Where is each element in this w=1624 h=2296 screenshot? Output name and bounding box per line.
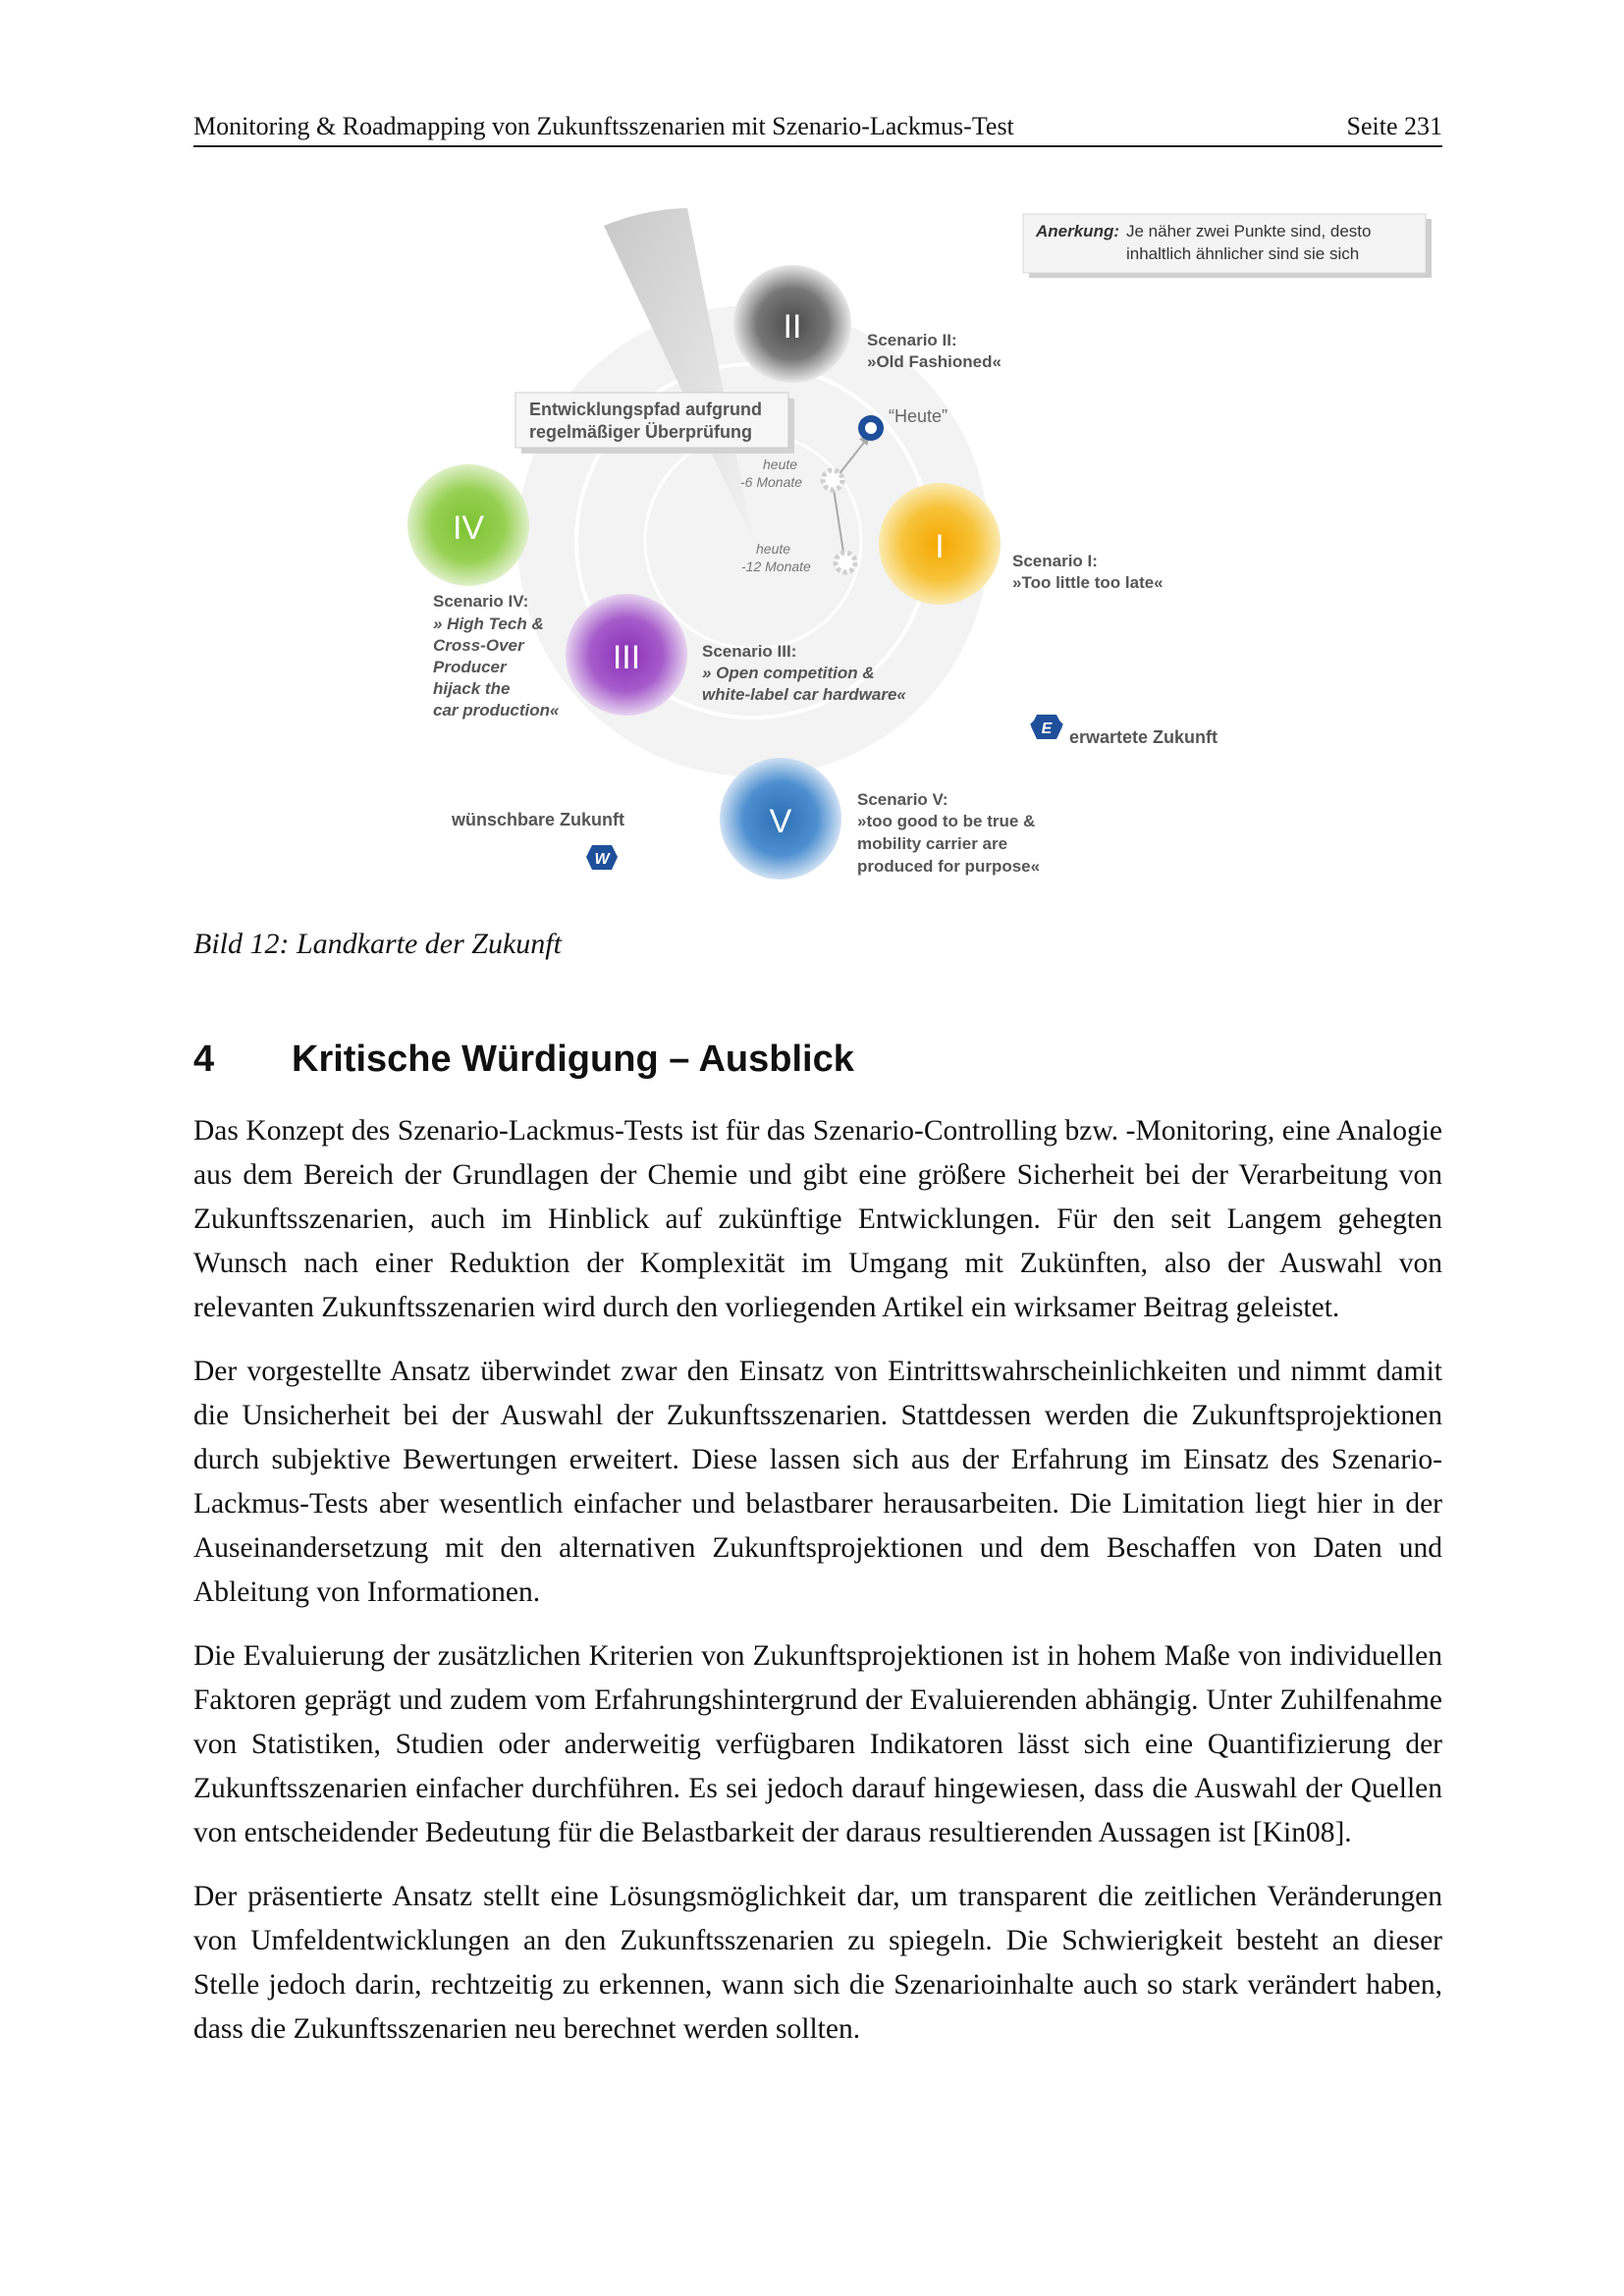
path-box-line-1: Entwicklungspfad aufgrund	[529, 400, 762, 419]
scenario-4-line-5: hijack the	[433, 679, 511, 698]
future-map-figure	[398, 206, 1448, 903]
scenario-1-numeral: I	[935, 528, 945, 565]
scenario-3-numeral: III	[612, 639, 641, 676]
scenario-2-numeral: II	[783, 308, 802, 346]
scenario-5-line-2: »too good to be true &	[857, 812, 1036, 830]
section-number: 4	[193, 1039, 215, 1080]
minus12-label-1: heute	[756, 541, 791, 557]
scenario-5-line-4: produced for purpose«	[857, 857, 1041, 876]
today-label: “Heute”	[889, 406, 948, 426]
desired-future-badge: W	[594, 851, 610, 868]
section-title: Kritische Würdigung – Ausblick	[292, 1039, 854, 1080]
minus12-label-2: -12 Monate	[741, 559, 811, 574]
scenario-4-line-4: Producer	[433, 658, 507, 676]
scenario-3-line-2: » Open competition &	[702, 664, 875, 682]
expected-future-badge: E	[1041, 721, 1053, 737]
header-title: Monitoring & Roadmapping von Zukunftsszenarien mit Szenario-Lackmus-Test	[193, 112, 1014, 140]
scenario-4-line-1: Scenario IV:	[433, 592, 529, 611]
scenario-2-line-1: Scenario II:	[867, 331, 957, 349]
figure-caption: Bild 12: Landkarte der Zukunft	[193, 928, 562, 960]
scenario-4-line-2: » High Tech &	[433, 614, 544, 633]
body-text	[193, 1109, 1442, 2071]
point-today-inner	[865, 422, 877, 434]
desired-future-label: wünschbare Zukunft	[452, 810, 625, 829]
expected-future-label: erwartete Zukunft	[1069, 727, 1218, 747]
scenario-5-line-3: mobility carrier are	[857, 834, 1008, 853]
paragraph-2: Der vorgestellte Ansatz überwindet zwar den Einsatz von Eintrittswahrscheinlichkeiten und nimmt damit die Unsicherheit bei der Auswahl der Zukunftsszenarien. Stattdessen werden die Zukunftsprojektionen durch subjektive Bewertungen erweitert. Diese lassen sich aus der Erfahrung im Einsatz des Szenario-Lackmus-Tests aber wesentlich einfacher und belastbarer herausarbeiten. Die Limitation liegt hier in der Auseinandersetzung mit den alternativen Zukunftsprojektionen und dem Beschaffen von Daten und Ableitung von Informationen.	[193, 1356, 1442, 1608]
scenario-5-numeral: V	[769, 803, 792, 840]
note-label: Anerkung:	[1036, 222, 1119, 240]
scenario-4-numeral: IV	[452, 509, 485, 547]
note-line-2: inhaltlich ähnlicher sind sie sich	[1126, 244, 1360, 263]
paragraph-1: Das Konzept des Szenario-Lackmus-Tests ist für das Szenario-Controlling bzw. -Monitoring, eine Analogie aus dem Bereich der Grundlagen der Chemie und gibt eine größere Sicherheit bei der Verarbeitung von Zukunftsszenarien, auch im Hinblick auf zukünftige Entwicklungen. Für den seit Langem gehegten Wunsch nach einer Reduktion der Komplexität im Umgang mit Zukünften, also der Auswahl von relevanten Zukunftsszenarien wird durch den vorliegenden Artikel ein wirksamer Beitrag geleistet.	[193, 1115, 1442, 1323]
future-map-diagram	[398, 206, 1448, 903]
paragraph-4: Der präsentierte Ansatz stellt eine Lösungsmöglichkeit dar, um transparent die zeitlichen Veränderungen von Umfeldentwicklungen an den Zukunftsszenarien zu spiegeln. Die Schwierigkeit besteht an dieser Stelle jedoch darin, rechtzeitig zu erkennen, wann sich die Szenarioinhalte auch so stark verändert haben, dass die Zukunftsszenarien neu berechnet werden sollten.	[193, 1881, 1442, 2045]
paragraph-3: Die Evaluierung der zusätzlichen Kriterien von Zukunftsprojektionen ist in hohem Maße von individuellen Faktoren geprägt und zudem vom Erfahrungshintergrund der Evaluierenden abhängig. Unter Zuhilfenahme von Statistiken, Studien oder anderweitig verfügbaren Indikatoren lässt sich eine Quantifizierung der Zukunftsszenarien einfacher durchführen. Es sei jedoch darauf hingewiesen, dass die Auswahl der Quellen von entscheidender Bedeutung für die Belastbarkeit der daraus resultierenden Aussagen ist [Kin08].	[193, 1640, 1442, 1848]
scenario-3-line-3: white-label car hardware«	[702, 685, 906, 704]
point-minus6	[823, 470, 842, 490]
scenario-2-line-2: »Old Fashioned«	[867, 352, 1001, 371]
scenario-4-line-3: Cross-Over	[433, 636, 524, 655]
note-line-1: Je näher zwei Punkte sind, desto	[1126, 222, 1372, 240]
scenario-1-line-2: »Too little too late«	[1012, 573, 1164, 592]
minus6-label-2: -6 Monate	[740, 474, 803, 490]
scenario-5-line-1: Scenario V:	[857, 790, 948, 809]
page-number: Seite 231	[1346, 112, 1442, 140]
scenario-3-line-1: Scenario III:	[702, 642, 797, 661]
scenario-4-line-6: car production«	[433, 701, 560, 720]
point-minus12	[836, 553, 855, 572]
scenario-1-line-1: Scenario I:	[1012, 552, 1098, 570]
path-box-line-2: regelmäßiger Überprüfung	[529, 422, 753, 442]
running-header	[193, 110, 1442, 147]
minus6-label-1: heute	[763, 456, 798, 472]
section-heading	[193, 1039, 854, 1081]
